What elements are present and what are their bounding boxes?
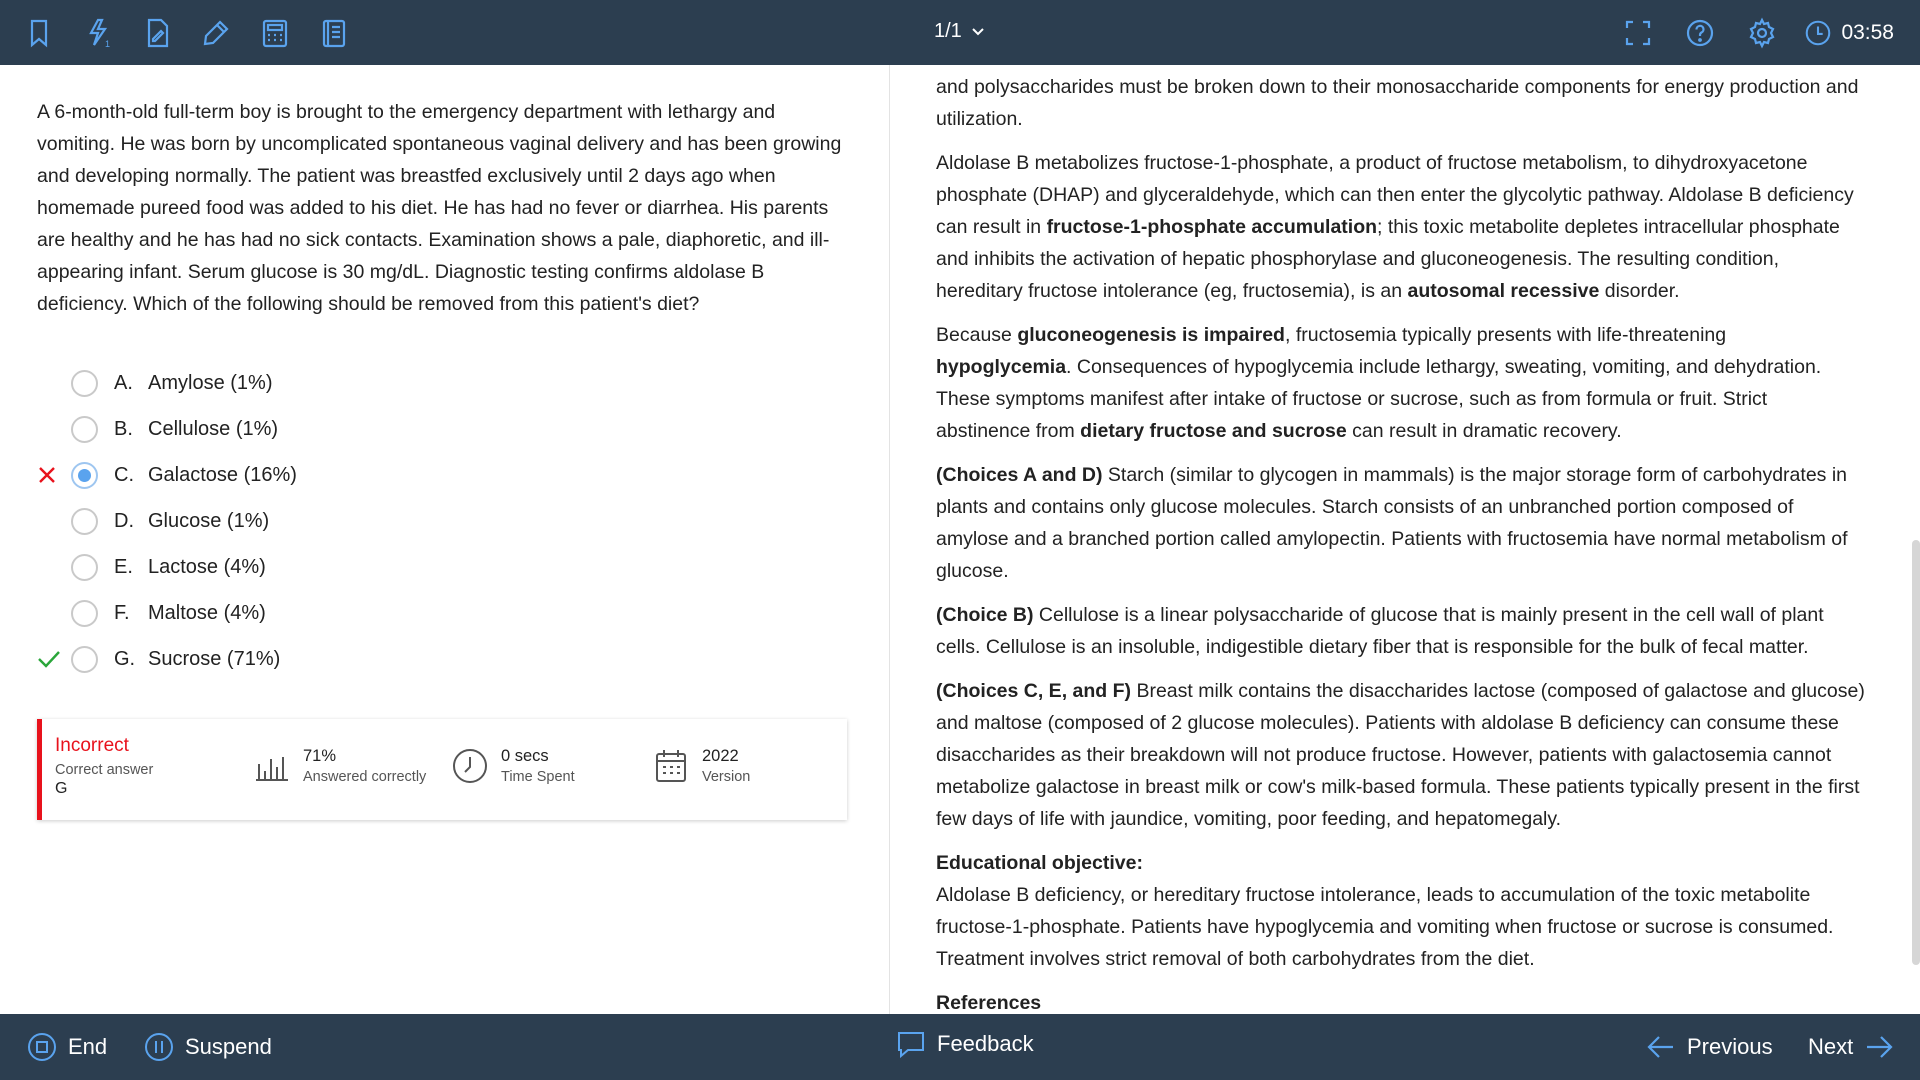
explanation-paragraph: (Choice B) Cellulose is a linear polysaccharide of glucose that is mainly present in the cell wall of plant cells. Cellulose is an insoluble, indigestible dietary fiber that is responsible for the bulk of fecal matter.	[936, 604, 1824, 658]
choice-mark-empty	[37, 598, 71, 628]
top-toolbar	[0, 0, 1920, 65]
bookmark-icon[interactable]	[18, 12, 60, 54]
radio-button[interactable]	[71, 508, 98, 535]
result-block	[55, 735, 153, 798]
choice-text: Lactose (4%)	[148, 555, 266, 578]
arrow-left-icon	[1645, 1031, 1677, 1063]
choice-mark-empty	[37, 414, 71, 444]
toolbar-left-tools	[18, 12, 372, 54]
notes-icon[interactable]	[136, 12, 178, 54]
help-icon[interactable]	[1679, 12, 1721, 54]
objective-text: Aldolase B deficiency, or hereditary fructose intolerance, leads to accumulation of the toxic metabolite fructose-1-phosphate. Patients have hypoglycemia and vomiting when fructose or sucrose is consumed. Treatment involves strict removal of both carbohydrates from the diet.	[936, 884, 1834, 970]
stop-icon	[26, 1031, 58, 1063]
explanation-paragraph: and polysaccharides must be broken down to their monosaccharide components for energy production and utilization.	[936, 76, 1859, 130]
version-stat: 2022 Version	[652, 747, 750, 785]
radio-button[interactable]	[71, 554, 98, 581]
suspend-button[interactable]: Suspend	[143, 1031, 272, 1063]
correct-answer-value: G	[55, 780, 68, 797]
radio-button[interactable]	[71, 416, 98, 443]
bottom-toolbar	[0, 1014, 1920, 1080]
clock-icon	[451, 747, 489, 785]
question-pane	[0, 65, 890, 1014]
objective-heading: Educational objective:	[936, 852, 1143, 874]
explanation-paragraph: (Choices A and D) Starch (similar to glycogen in mammals) is the major storage form of carbohydrates in plants and contains only glucose molecules. Starch consists of an unbranched portion composed of amylose and a branched portion called amylopectin. Patients with fructosemia have normal metabolism of glucose.	[936, 464, 1848, 582]
explanation-paragraph: Aldolase B metabolizes fructose-1-phosphate, a product of fructose metabolism, to dihydroxyacetone phosphate (DHAP) and glyceraldehyde, which can then enter the glycolytic pathway. Aldolase B deficiency can result in fructose-1-phosphate accumulation; this toxic metabolite depletes intracellular phosphate and inhibits the activation of hepatic phosphorylase and gluconeogenesis. The resulting condition, hereditary fructose intolerance (eg, fructosemia), is an autosomal recessive disorder.	[936, 152, 1854, 302]
radio-button[interactable]	[71, 646, 98, 673]
explanation-pane[interactable]	[891, 65, 1920, 1014]
question-navigator-dropdown[interactable]	[934, 20, 986, 43]
settings-icon[interactable]	[1741, 12, 1783, 54]
calculator-icon[interactable]	[254, 12, 296, 54]
answer-choices	[37, 360, 297, 682]
time-spent-stat: 0 secs Time Spent	[451, 747, 575, 785]
radio-button[interactable]	[71, 370, 98, 397]
svg-text:1: 1	[105, 39, 111, 49]
choice-c[interactable]: C. Galactose (16%)	[37, 452, 297, 498]
exam-timer	[1803, 18, 1894, 48]
highlighter-icon[interactable]	[195, 12, 237, 54]
choice-e[interactable]: E. Lactose (4%)	[37, 544, 297, 590]
choice-mark-empty	[37, 552, 71, 582]
references-heading: References	[936, 992, 1042, 1014]
scrollbar[interactable]	[1912, 540, 1920, 965]
calendar-icon	[652, 747, 690, 785]
choice-text: Cellulose (1%)	[148, 417, 279, 440]
result-status: Incorrect	[55, 735, 129, 756]
feedback-button[interactable]: Feedback	[895, 1028, 1034, 1060]
timer-value: 03:58	[1841, 21, 1894, 44]
choice-text: Sucrose (71%)	[148, 647, 281, 670]
toolbar-right-tools	[1617, 12, 1894, 54]
correct-answer-label: Correct answer	[55, 762, 154, 778]
choice-mark-empty	[37, 368, 71, 398]
arrow-right-icon	[1863, 1031, 1895, 1063]
percent-correct-stat: 71% Answered correctly	[253, 747, 426, 785]
next-button[interactable]: Next	[1808, 1031, 1895, 1063]
radio-button-selected[interactable]	[71, 462, 98, 489]
explanation-paragraph: Because gluconeogenesis is impaired, fructosemia typically presents with life-threatening hypoglycemia. Consequences of hypoglycemia include lethargy, sweating, vomiting, and dehydration. These symptoms manifest after intake of fructose or sucrose, such as from formula or fruit. Strict abstinence from dietary fructose and sucrose can result in dramatic recovery.	[936, 324, 1822, 442]
choice-text: Galactose (16%)	[148, 463, 297, 486]
choice-b[interactable]: B. Cellulose (1%)	[37, 406, 297, 452]
lab-values-icon[interactable]	[313, 12, 355, 54]
explanation-paragraph: (Choices C, E, and F) Breast milk contains the disaccharides lactose (composed of galactose and glucose) and maltose (composed of 2 glucose molecules). Patients with aldolase B deficiency can consume these disaccharides as their breakdown will not produce fructose. However, patients with galactosemia cannot metabolize galactose in breast milk or cow's milk-based formula. These patients typically present in the first few days of life with jaundice, vomiting, poor feeding, and hepatomegaly.	[936, 680, 1865, 830]
explanation-text	[936, 71, 1866, 1014]
choice-mark-empty	[37, 506, 71, 536]
pause-icon	[143, 1031, 175, 1063]
radio-button[interactable]	[71, 600, 98, 627]
end-button[interactable]: End	[26, 1031, 107, 1063]
answer-stats-card	[37, 719, 847, 820]
choice-a[interactable]: A. Amylose (1%)	[37, 360, 297, 406]
choice-text: Glucose (1%)	[148, 509, 270, 532]
bar-chart-icon	[253, 747, 291, 785]
incorrect-x-icon	[37, 460, 71, 490]
chevron-down-icon	[970, 24, 986, 40]
choice-f[interactable]: F. Maltose (4%)	[37, 590, 297, 636]
previous-button[interactable]: Previous	[1645, 1031, 1773, 1063]
clock-icon	[1803, 18, 1833, 48]
flash-card-icon[interactable]	[77, 12, 119, 54]
fullscreen-icon[interactable]	[1617, 12, 1659, 54]
choice-d[interactable]: D. Glucose (1%)	[37, 498, 297, 544]
question-stem: A 6-month-old full-term boy is brought to the emergency department with lethargy and vomiting. He was born by uncomplicated spontaneous vaginal delivery and has been growing and developing normally. The patient was breastfed exclusively until 2 days ago when homemade pureed food was added to his diet. He has had no fever or diarrhea. His parents are healthy and he has had no sick contacts. Examination shows a pale, diaphoretic, and ill-appearing infant. Serum glucose is 30 mg/dL. Diagnostic testing confirms aldolase B deficiency. Which of the following should be removed from this patient's diet?	[37, 101, 842, 315]
page-indicator: 1/1	[934, 20, 962, 42]
feedback-icon	[895, 1028, 927, 1060]
choice-text: Amylose (1%)	[148, 371, 273, 394]
correct-check-icon	[37, 644, 71, 674]
choice-g[interactable]: G. Sucrose (71%)	[37, 636, 297, 682]
choice-text: Maltose (4%)	[148, 601, 266, 624]
